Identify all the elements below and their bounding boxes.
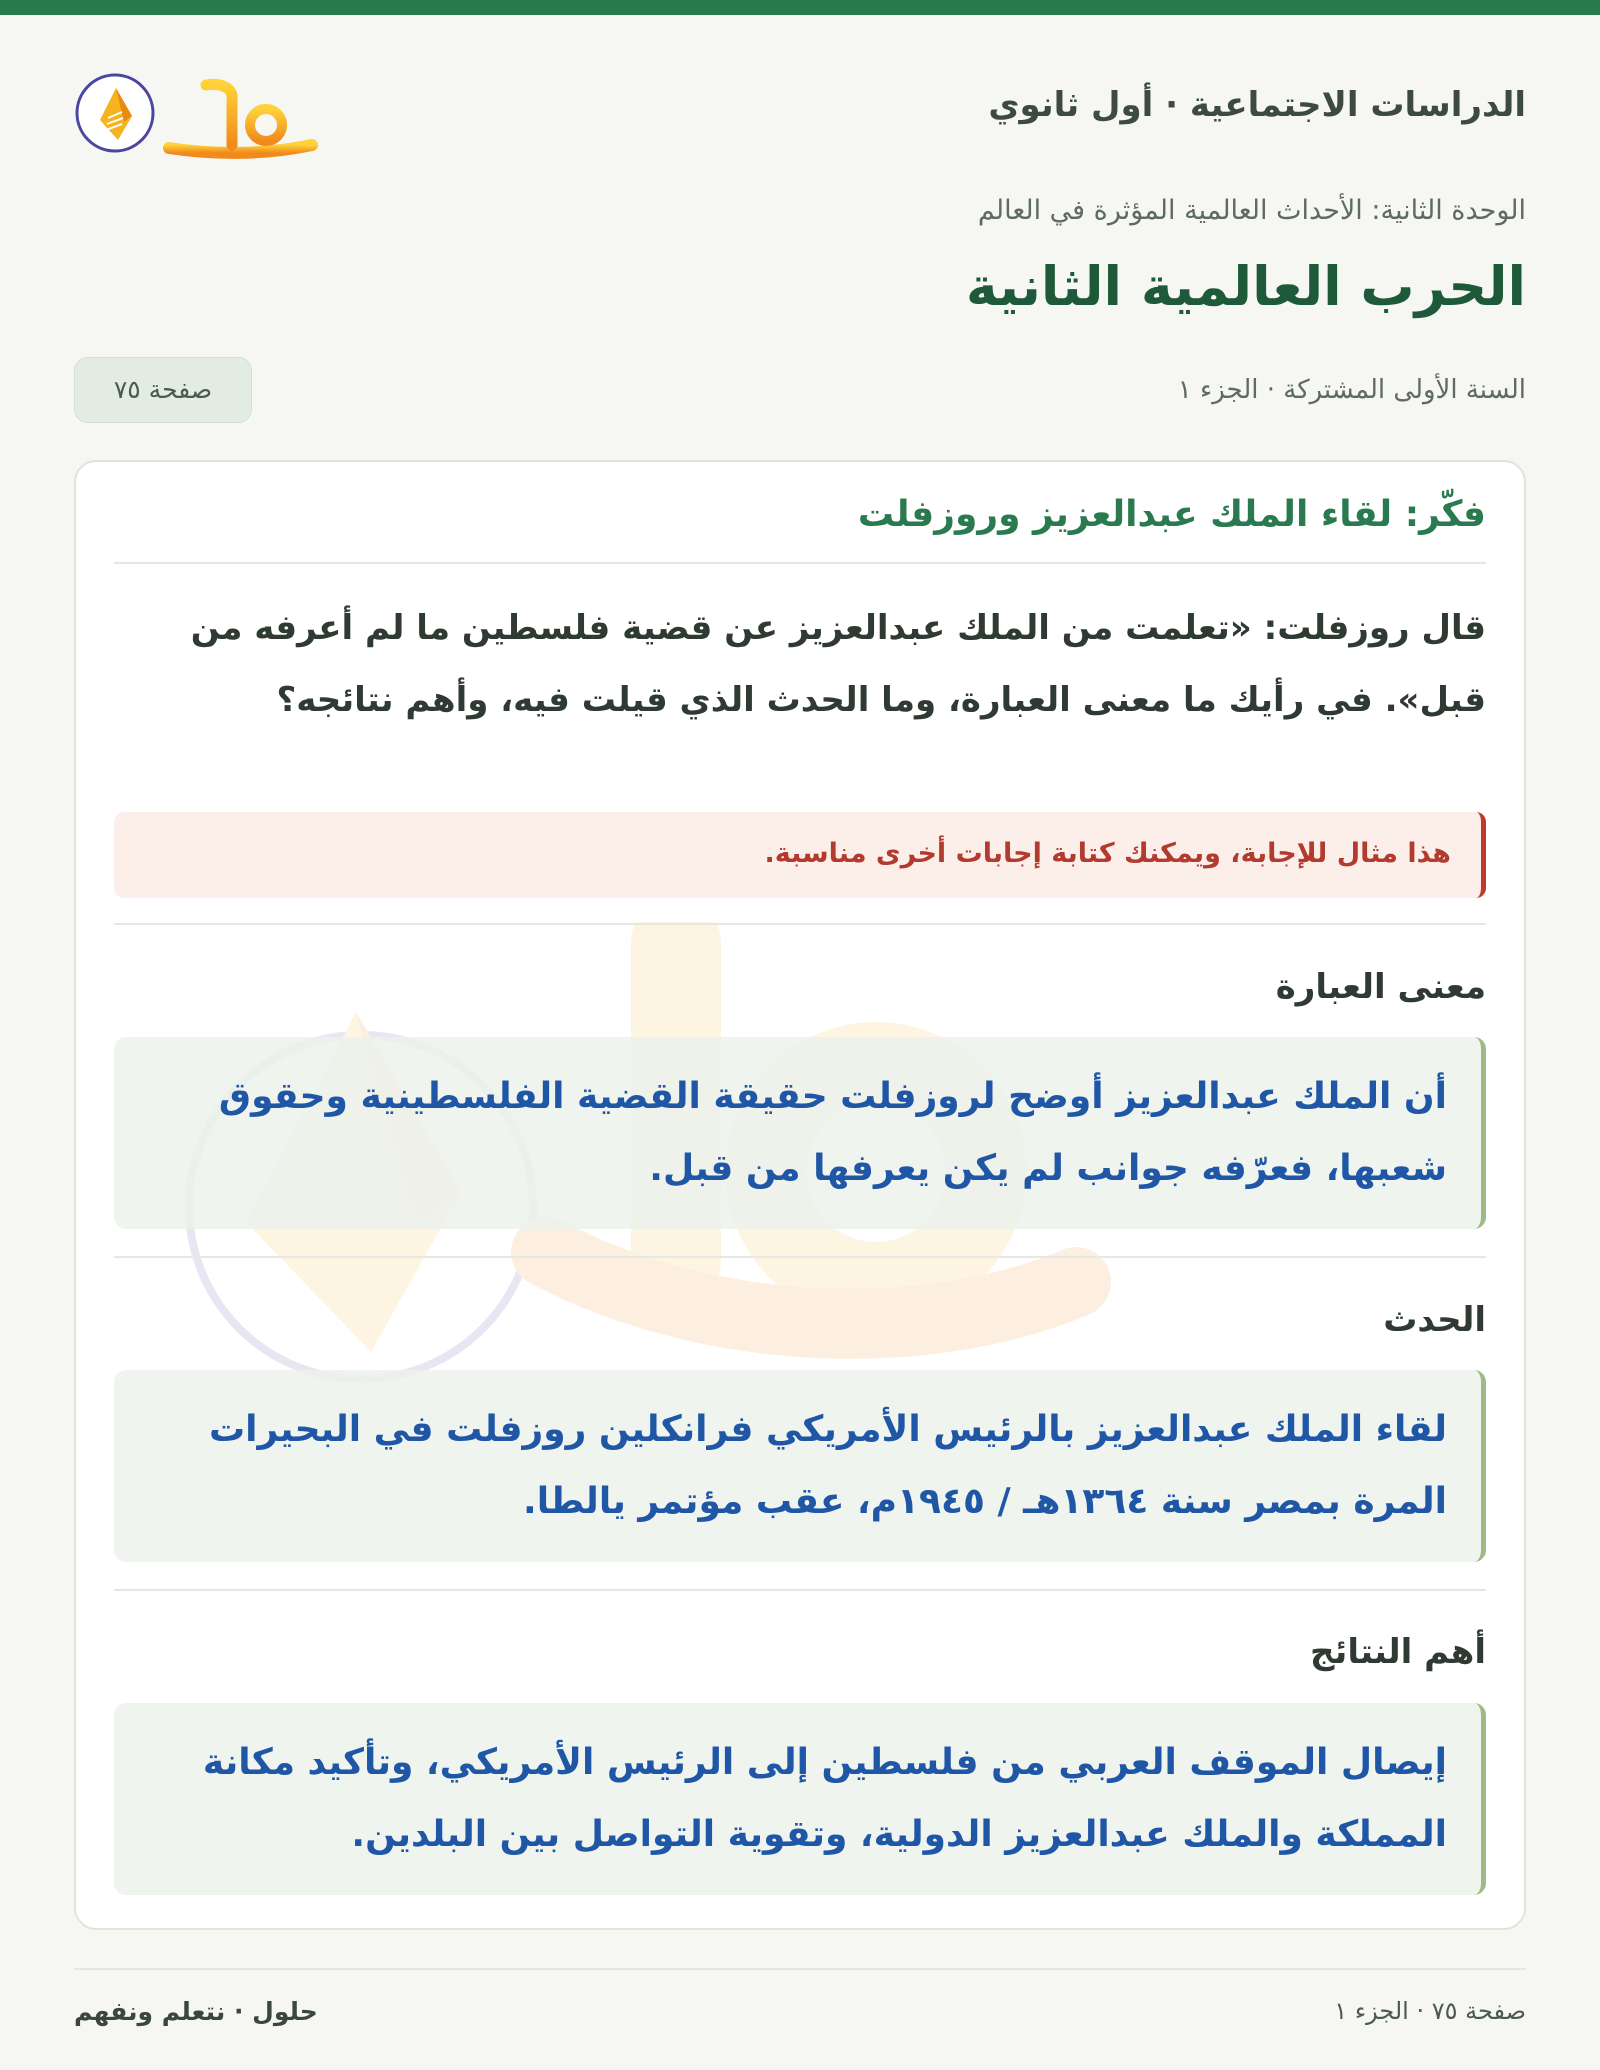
- page-header: [74, 60, 1526, 160]
- section-title-event: الحدث: [1383, 1300, 1486, 1340]
- top-accent-bar: [0, 0, 1600, 15]
- divider: [114, 1589, 1486, 1591]
- page-number-badge: صفحة ٧٥: [74, 357, 252, 423]
- sample-answer-note: هذا مثال للإجابة، ويمكنك كتابة إجابات أخرى مناسبة.: [114, 812, 1486, 898]
- footer-brand[interactable]: حلول · نتعلم ونفهم: [74, 1997, 318, 2026]
- answer-event: لقاء الملك عبدالعزيز بالرئيس الأمريكي فرانكلين روزفلت في البحيرات المرة بمصر سنة ١٣٦٤هـ / ١٩٤٥م، عقب مؤتمر يالطا.: [114, 1370, 1486, 1562]
- section-title-results: أهم النتائج: [1310, 1632, 1486, 1672]
- divider: [114, 562, 1486, 564]
- section-title-meaning: معنى العبارة: [1275, 967, 1486, 1007]
- divider: [114, 1256, 1486, 1258]
- unit-label: الوحدة الثانية: الأحداث العالمية المؤثرة في العالم: [977, 195, 1526, 226]
- question-text: قال روزفلت: «تعلمت من الملك عبدالعزيز عن قضية فلسطين ما لم أعرفه من قبل». في رأيك ما معنى العبارة، وما الحدث الذي قيلت فيه، وأهم نتائجه؟: [190, 608, 1486, 720]
- halool-logo-icon[interactable]: [74, 60, 334, 160]
- lesson-meta: السنة الأولى المشتركة · الجزء ١: [1177, 375, 1526, 405]
- lesson-title: الحرب العالمية الثانية: [965, 255, 1526, 318]
- subject-label: الدراسات الاجتماعية · أول ثانوي: [988, 85, 1526, 125]
- footer-page-info: صفحة ٧٥ · الجزء ١: [1334, 1997, 1526, 2025]
- think-title: فكّر: لقاء الملك عبدالعزيز وروزفلت: [857, 494, 1486, 535]
- divider: [114, 923, 1486, 925]
- answer-results: إيصال الموقف العربي من فلسطين إلى الرئيس الأمريكي، وتأكيد مكانة المملكة والملك عبدالعزيز الدولية، وتقوية التواصل بين البلدين.: [114, 1703, 1486, 1895]
- think-card: [74, 460, 1526, 1930]
- footer-divider: [74, 1968, 1526, 1970]
- answer-meaning: أن الملك عبدالعزيز أوضح لروزفلت حقيقة القضية الفلسطينية وحقوق شعبها، فعرّفه جوانب لم يكن يعرفها من قبل.: [114, 1037, 1486, 1229]
